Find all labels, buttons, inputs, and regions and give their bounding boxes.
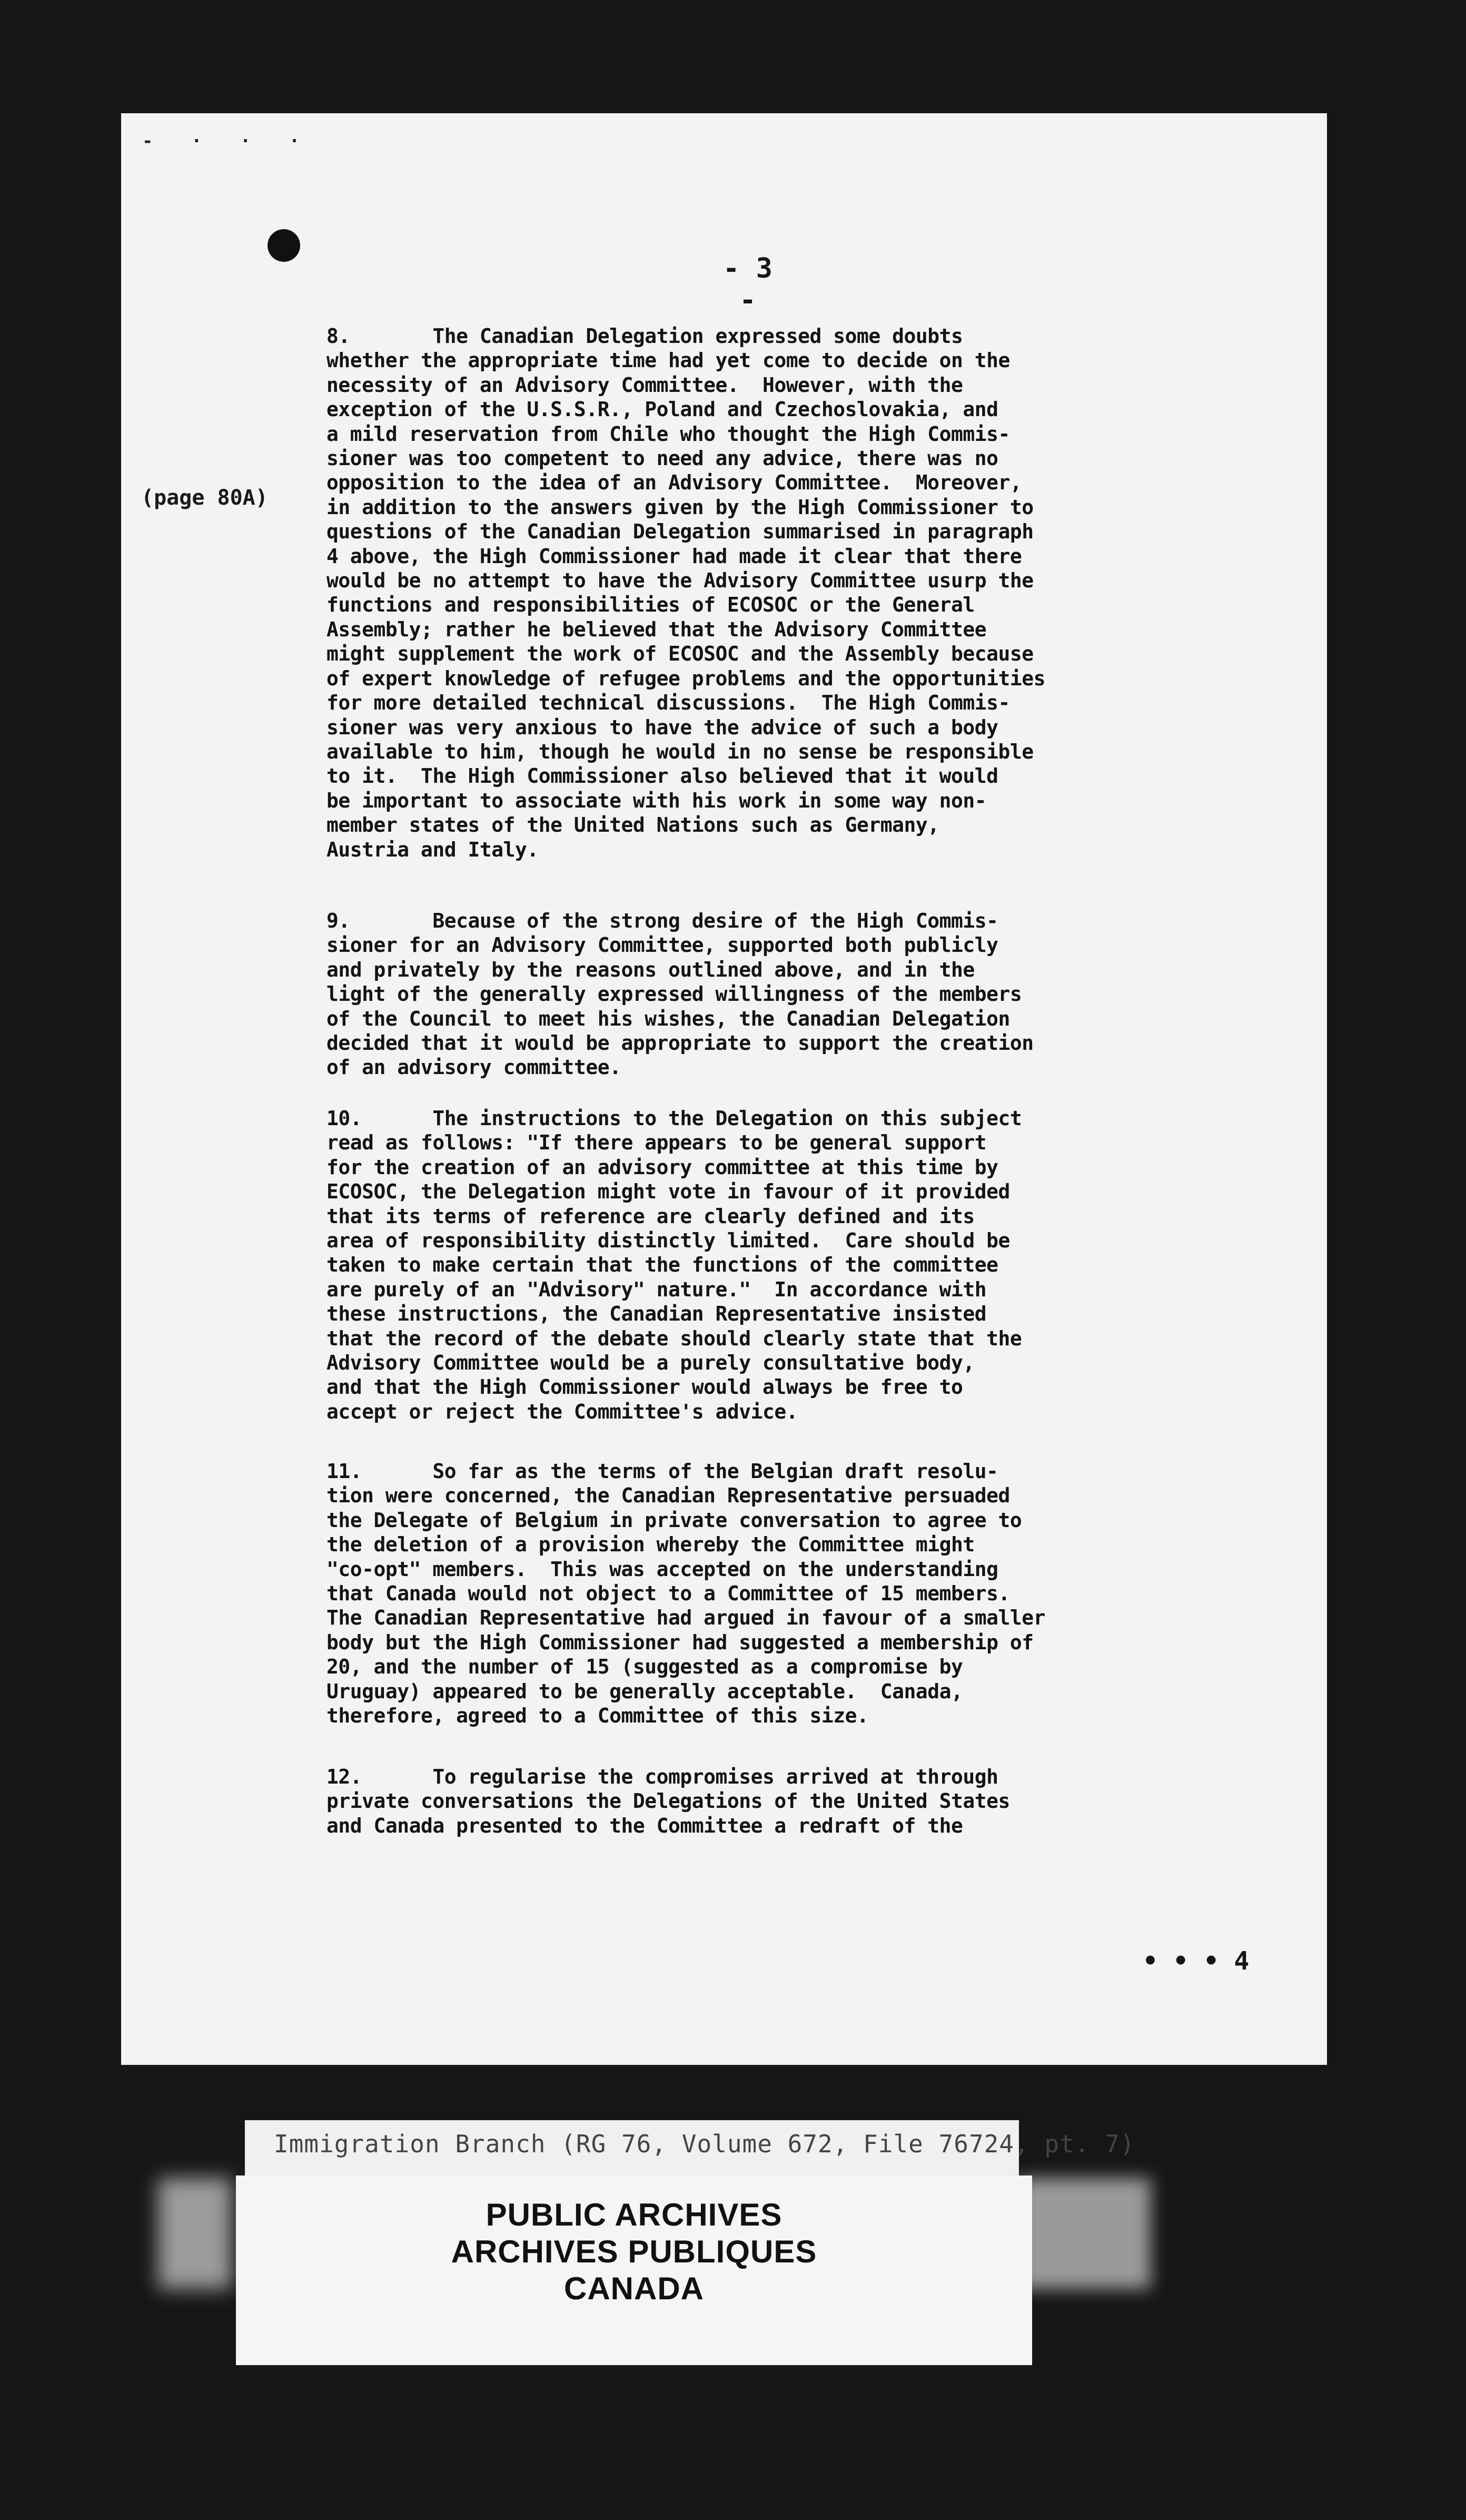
- text-line: read as follows: "If there appears to be general support: [326, 1131, 987, 1155]
- text-line: be important to associate with his work in some way non-: [326, 789, 987, 812]
- text-line: and Canada presented to the Committee a redraft of the: [326, 1814, 963, 1837]
- text-line: the Delegate of Belgium in private conversation to agree to: [326, 1508, 1022, 1532]
- text-line: light of the generally expressed willingness of the members: [326, 982, 1022, 1006]
- text-line: are purely of an "Advisory" nature." In accordance with: [326, 1277, 987, 1301]
- text-line: these instructions, the Canadian Representative insisted: [326, 1302, 987, 1326]
- text-line: Assembly; rather he believed that the Advisory Committee: [326, 617, 987, 641]
- text-line: sioner for an Advisory Committee, supported both publicly: [326, 933, 998, 957]
- text-line: sioner was very anxious to have the advice of such a body: [326, 715, 998, 739]
- paragraph-10: [326, 1106, 1285, 1424]
- archive-stamp-line-3: CANADA: [564, 2271, 704, 2306]
- text-line: to it. The High Commissioner also believed that it would: [326, 764, 998, 788]
- text-line: and privately by the reasons outlined above, and in the: [326, 958, 975, 981]
- paragraph-12: [326, 1765, 1285, 1838]
- text-line: private conversations the Delegations of the United States: [326, 1789, 1010, 1813]
- scan-specks: - · · ·: [142, 131, 314, 152]
- archive-stamp-line-1: PUBLIC ARCHIVES: [486, 2197, 782, 2232]
- margin-note: (page 80A): [141, 486, 268, 510]
- text-line: for the creation of an advisory committee at this time by: [326, 1155, 998, 1179]
- text-line: in addition to the answers given by the High Commissioner to: [326, 495, 1034, 519]
- archive-reference: Immigration Branch (RG 76, Volume 672, File 76724, pt. 7): [274, 2130, 1135, 2158]
- archive-stamp-line-2: ARCHIVES PUBLIQUES: [451, 2234, 817, 2269]
- paragraph-9: [326, 909, 1285, 1080]
- text-line: Advisory Committee would be a purely consultative body,: [326, 1351, 975, 1375]
- text-line: tion were concerned, the Canadian Representative persuaded: [326, 1484, 1010, 1508]
- text-line: available to him, though he would in no sense be responsible: [326, 740, 1034, 763]
- text-line: body but the High Commissioner had suggested a membership of: [326, 1630, 1034, 1654]
- text-line: decided that it would be appropriate to support the creation: [326, 1031, 1034, 1055]
- text-line: 10. The instructions to the Delegation on this subject: [326, 1107, 1022, 1130]
- paragraph-11: [326, 1459, 1285, 1728]
- page-number: - 3 -: [723, 253, 772, 316]
- text-line: questions of the Canadian Delegation summarised in paragraph: [326, 520, 1034, 544]
- text-line: the deletion of a provision whereby the Committee might: [326, 1533, 975, 1557]
- text-line: of an advisory committee.: [326, 1056, 621, 1079]
- stamp-smear-right: [1019, 2178, 1151, 2289]
- text-line: Austria and Italy.: [326, 838, 539, 861]
- text-line: 12. To regularise the compromises arrived at through: [326, 1765, 998, 1788]
- continuation-mark: • • • 4: [1143, 1946, 1250, 1976]
- text-line: exception of the U.S.S.R., Poland and Czechoslovakia, and: [326, 398, 998, 421]
- text-line: 8. The Canadian Delegation expressed some doubts: [326, 324, 963, 348]
- text-line: a mild reservation from Chile who thought the High Commis-: [326, 422, 1010, 446]
- text-line: that its terms of reference are clearly defined and its: [326, 1204, 975, 1228]
- text-line: of the Council to meet his wishes, the Canadian Delegation: [326, 1007, 1010, 1030]
- text-line: 4 above, the High Commissioner had made it clear that there: [326, 544, 1022, 568]
- text-line: opposition to the idea of an Advisory Committee. Moreover,: [326, 471, 1022, 495]
- paragraph-8: [326, 324, 1285, 862]
- text-line: that the record of the debate should clearly state that the: [326, 1326, 1022, 1350]
- text-line: and that the High Commissioner would always be free to: [326, 1375, 963, 1399]
- text-line: might supplement the work of ECOSOC and the Assembly because: [326, 642, 1034, 666]
- text-line: necessity of an Advisory Committee. However, with the: [326, 373, 963, 397]
- text-line: for more detailed technical discussions. The High Commis-: [326, 691, 1010, 715]
- text-line: sioner was too competent to need any advice, there was no: [326, 447, 998, 470]
- text-line: 11. So far as the terms of the Belgian draft resolu-: [326, 1460, 998, 1483]
- text-line: accept or reject the Committee's advice.: [326, 1400, 798, 1423]
- text-line: of expert knowledge of refugee problems and the opportunities: [326, 666, 1046, 690]
- text-line: therefore, agreed to a Committee of this size.: [326, 1704, 869, 1728]
- text-line: would be no attempt to have the Advisory Committee usurp the: [326, 569, 1034, 593]
- text-line: ECOSOC, the Delegation might vote in favour of it provided: [326, 1180, 1010, 1204]
- text-line: taken to make certain that the functions of the committee: [326, 1253, 998, 1277]
- text-line: functions and responsibilities of ECOSOC or the General: [326, 593, 975, 617]
- text-line: that Canada would not object to a Committee of 15 members.: [326, 1582, 1010, 1606]
- text-line: Uruguay) appeared to be generally acceptable. Canada,: [326, 1679, 963, 1703]
- stamp-smear-left: [158, 2178, 232, 2289]
- punch-hole: [268, 229, 300, 262]
- text-line: area of responsibility distinctly limited. Care should be: [326, 1229, 1010, 1253]
- text-line: The Canadian Representative had argued in favour of a smaller: [326, 1606, 1046, 1630]
- text-line: 9. Because of the strong desire of the High Commis-: [326, 909, 998, 932]
- text-line: 20, and the number of 15 (suggested as a compromise by: [326, 1655, 963, 1679]
- text-line: whether the appropriate time had yet come to decide on the: [326, 349, 1010, 372]
- text-line: "co-opt" members. This was accepted on the understanding: [326, 1557, 998, 1581]
- text-line: member states of the United Nations such as Germany,: [326, 813, 939, 837]
